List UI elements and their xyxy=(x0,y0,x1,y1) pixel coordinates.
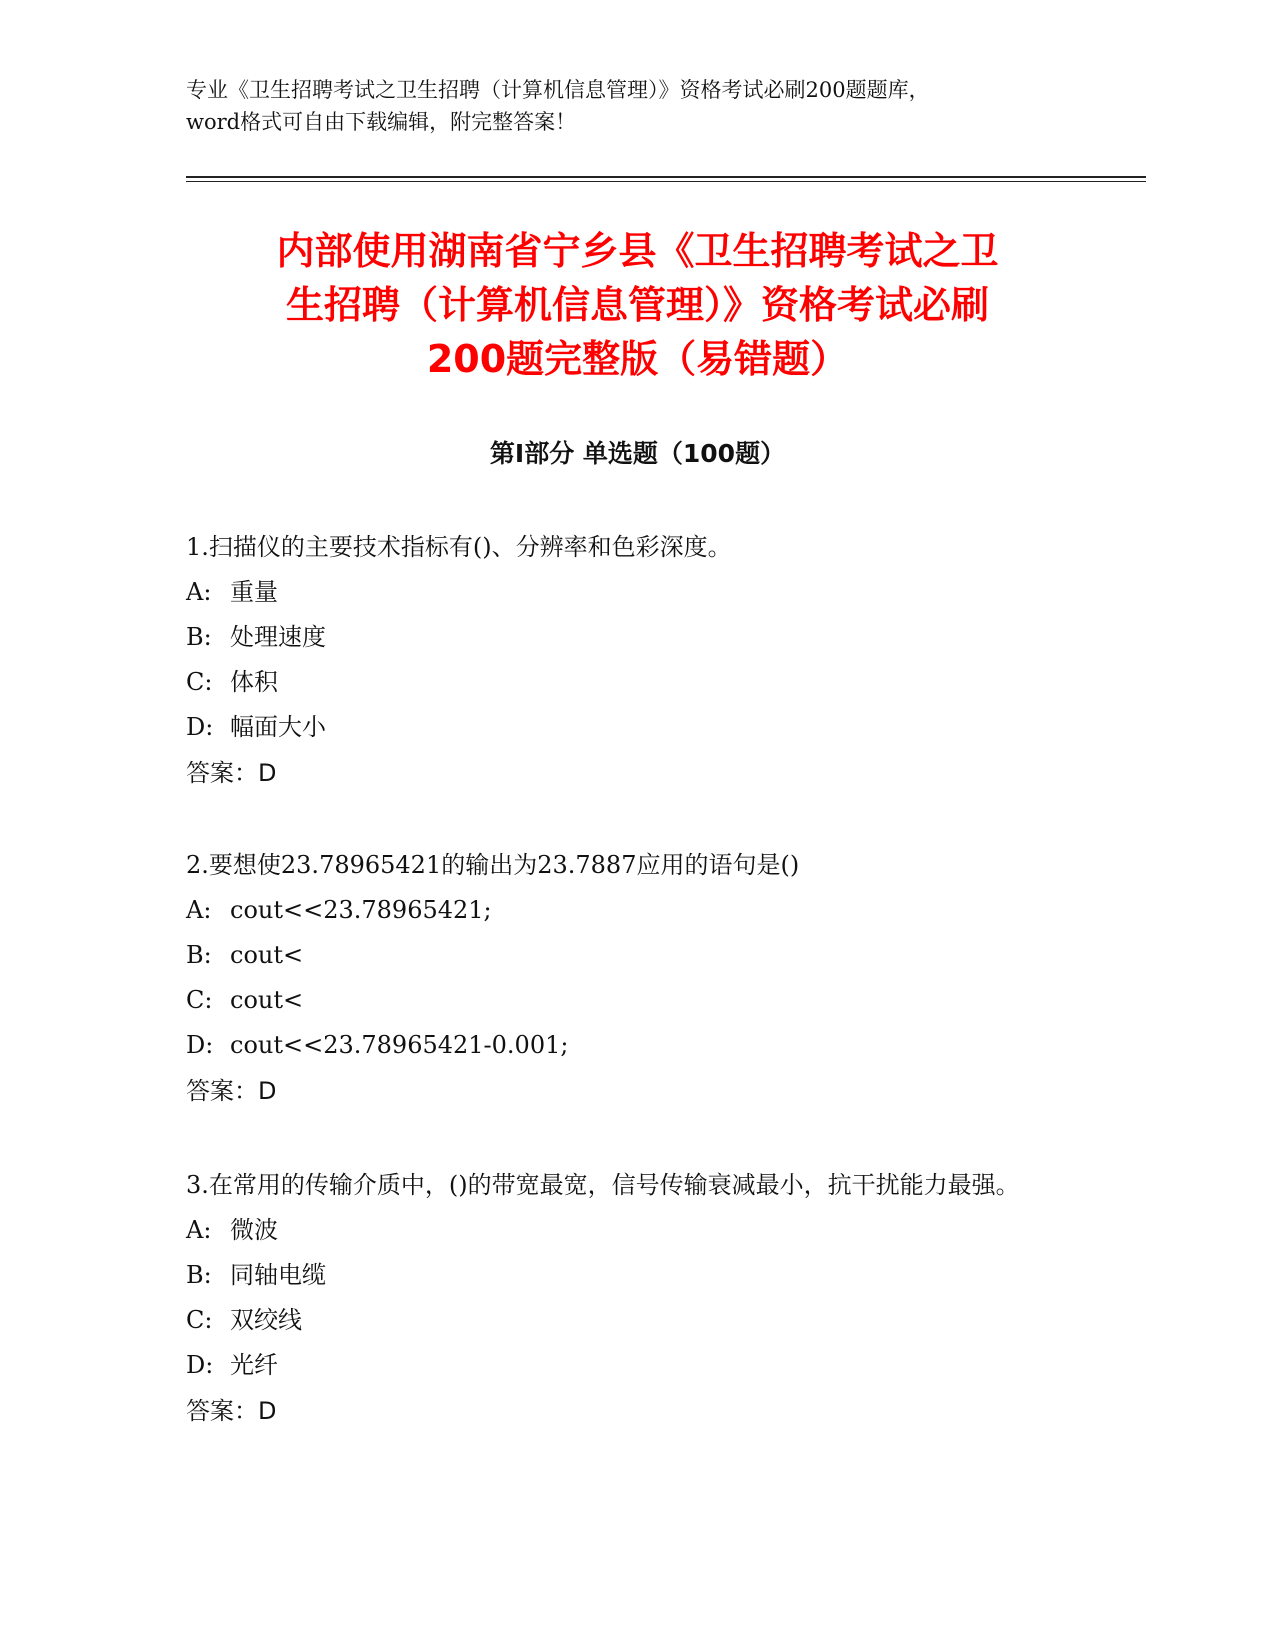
option-text: 处理速度 xyxy=(230,623,326,651)
question-option xyxy=(186,1023,1086,1068)
option-text: 体积 xyxy=(230,668,278,696)
option-key: C: xyxy=(186,668,213,696)
question-text: 1.扫描仪的主要技术指标有()、分辨率和色彩深度。 xyxy=(186,533,732,561)
header-divider-thick xyxy=(186,176,1146,178)
option-key: B: xyxy=(186,623,212,651)
question-answer: 答案：D xyxy=(186,1397,277,1425)
option-text: 双绞线 xyxy=(230,1306,302,1334)
question-option xyxy=(186,660,1086,705)
document-title-line3: 200题完整版（易错题） xyxy=(426,337,849,381)
question-answer: 答案：D xyxy=(186,1077,277,1105)
option-key: C: xyxy=(186,986,213,1014)
option-text: 光纤 xyxy=(230,1351,278,1379)
question-option xyxy=(186,570,1086,615)
option-text: 同轴电缆 xyxy=(230,1261,326,1289)
question-option xyxy=(186,978,1086,1023)
question-option xyxy=(186,1253,1086,1298)
question-option xyxy=(186,1208,1086,1253)
question-answer: 答案：D xyxy=(186,759,277,787)
option-key: C: xyxy=(186,1306,213,1334)
option-text: 幅面大小 xyxy=(230,713,326,741)
option-key: A: xyxy=(186,1216,212,1244)
section-heading: 第Ⅰ部分 单选题（100题） xyxy=(489,439,786,468)
option-key: A: xyxy=(186,896,212,924)
question-option xyxy=(186,933,1086,978)
header-note-line2: word格式可自由下载编辑，附完整答案！ xyxy=(186,110,577,134)
option-text: 微波 xyxy=(230,1216,278,1244)
question-option xyxy=(186,888,1086,933)
document-title-line2: 生招聘（计算机信息管理）》资格考试必刷 xyxy=(285,283,989,327)
header-divider-thin xyxy=(186,181,1146,182)
option-text: cout< xyxy=(230,986,304,1014)
question-option xyxy=(186,1298,1086,1343)
question-option xyxy=(186,1343,1086,1388)
option-key: B: xyxy=(186,1261,212,1289)
option-text: cout< xyxy=(230,941,304,969)
question-option xyxy=(186,705,1086,750)
header-note xyxy=(186,74,1086,138)
option-text: cout<<23.78965421; xyxy=(230,896,492,924)
option-text: 重量 xyxy=(230,578,278,606)
option-key: D: xyxy=(186,1031,214,1059)
document-title xyxy=(120,224,1155,386)
question-item xyxy=(186,1162,1086,1434)
document-title-line1: 内部使用湖南省宁乡县《卫生招聘考试之卫 xyxy=(276,229,999,273)
question-item xyxy=(186,524,1086,796)
option-key: D: xyxy=(186,713,214,741)
option-text: cout<<23.78965421-0.001; xyxy=(230,1031,569,1059)
header-note-line1: 专业《卫生招聘考试之卫生招聘（计算机信息管理）》资格考试必刷200题题库， xyxy=(186,78,930,102)
question-text: 2.要想使23.78965421的输出为23.7887应用的语句是() xyxy=(186,851,800,879)
question-text: 3.在常用的传输介质中，()的带宽最宽，信号传输衰减最小，抗干扰能力最强。 xyxy=(186,1171,1020,1199)
question-item xyxy=(186,842,1086,1114)
option-key: D: xyxy=(186,1351,214,1379)
question-option xyxy=(186,615,1086,660)
option-key: B: xyxy=(186,941,212,969)
option-key: A: xyxy=(186,578,212,606)
